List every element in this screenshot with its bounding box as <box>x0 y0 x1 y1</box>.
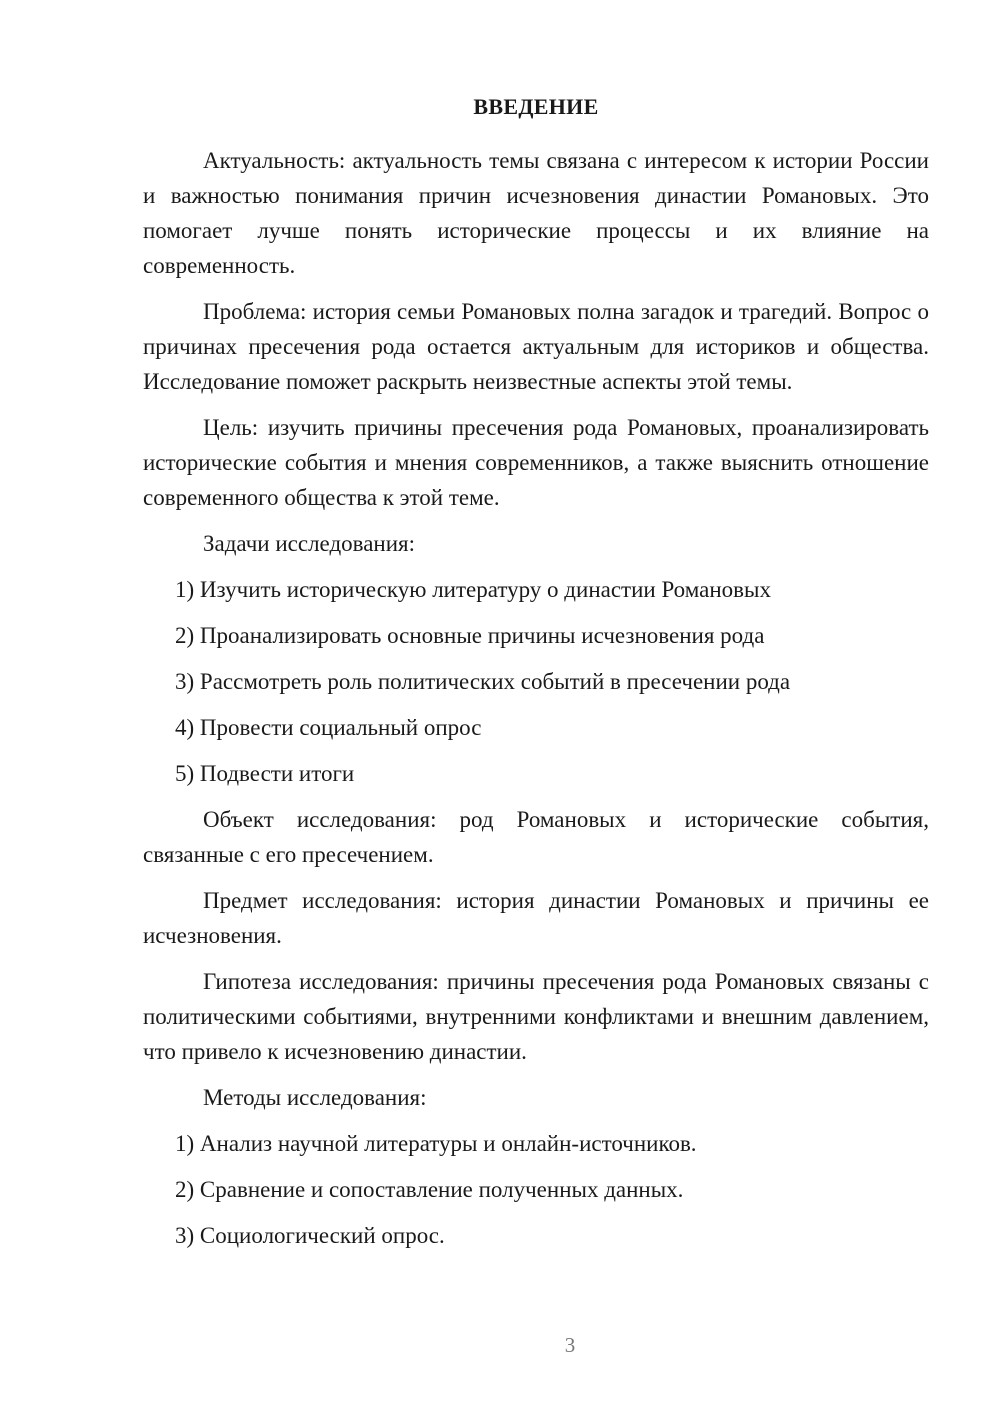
list-item: 3) Социологический опрос. <box>175 1223 445 1248</box>
section-title: ВВЕДЕНИЕ <box>473 94 599 119</box>
list-item: 1) Анализ научной литературы и онлайн-источников. <box>175 1131 697 1156</box>
relevance-paragraph: Актуальность: актуальность темы связана с интересом к истории России и важностью понимания причин исчезновения династии Романовых. Это помогает лучше понять исторические процессы и их влияние на современность. <box>143 148 929 278</box>
hypothesis-paragraph: Гипотеза исследования: причины пресечения рода Романовых связаны с политическими событиями, внутренними конфликтами и внешним давлением, что привело к исчезновению династии. <box>143 969 929 1064</box>
page-content <box>143 92 929 1264</box>
list-item: 2) Проанализировать основные причины исчезновения рода <box>175 623 765 648</box>
tasks-heading: Задачи исследования: <box>203 531 416 556</box>
tasks-list <box>143 572 929 791</box>
methods-list <box>143 1126 929 1253</box>
methods-heading: Методы исследования: <box>203 1085 427 1110</box>
goal-paragraph: Цель: изучить причины пресечения рода Романовых, проанализировать исторические события и мнения современников, а также выяснить отношение современного общества к этой теме. <box>143 415 929 510</box>
problem-paragraph: Проблема: история семьи Романовых полна загадок и трагедий. Вопрос о причинах пресечения рода остается актуальным для историков и общества. Исследование поможет раскрыть неизвестные аспекты этой темы. <box>143 299 929 394</box>
page-number: 3 <box>564 1333 576 1357</box>
list-item: 3) Рассмотреть роль политических событий в пресечении рода <box>175 669 791 694</box>
subject-paragraph: Предмет исследования: история династии Романовых и причины ее исчезновения. <box>143 888 929 948</box>
list-item: 4) Провести социальный опрос <box>175 715 482 740</box>
object-paragraph: Объект исследования: род Романовых и исторические события, связанные с его пресечением. <box>143 807 929 867</box>
list-item: 5) Подвести итоги <box>175 761 355 786</box>
list-item: 1) Изучить историческую литературу о династии Романовых <box>175 577 771 602</box>
list-item: 2) Сравнение и сопоставление полученных данных. <box>175 1177 684 1202</box>
